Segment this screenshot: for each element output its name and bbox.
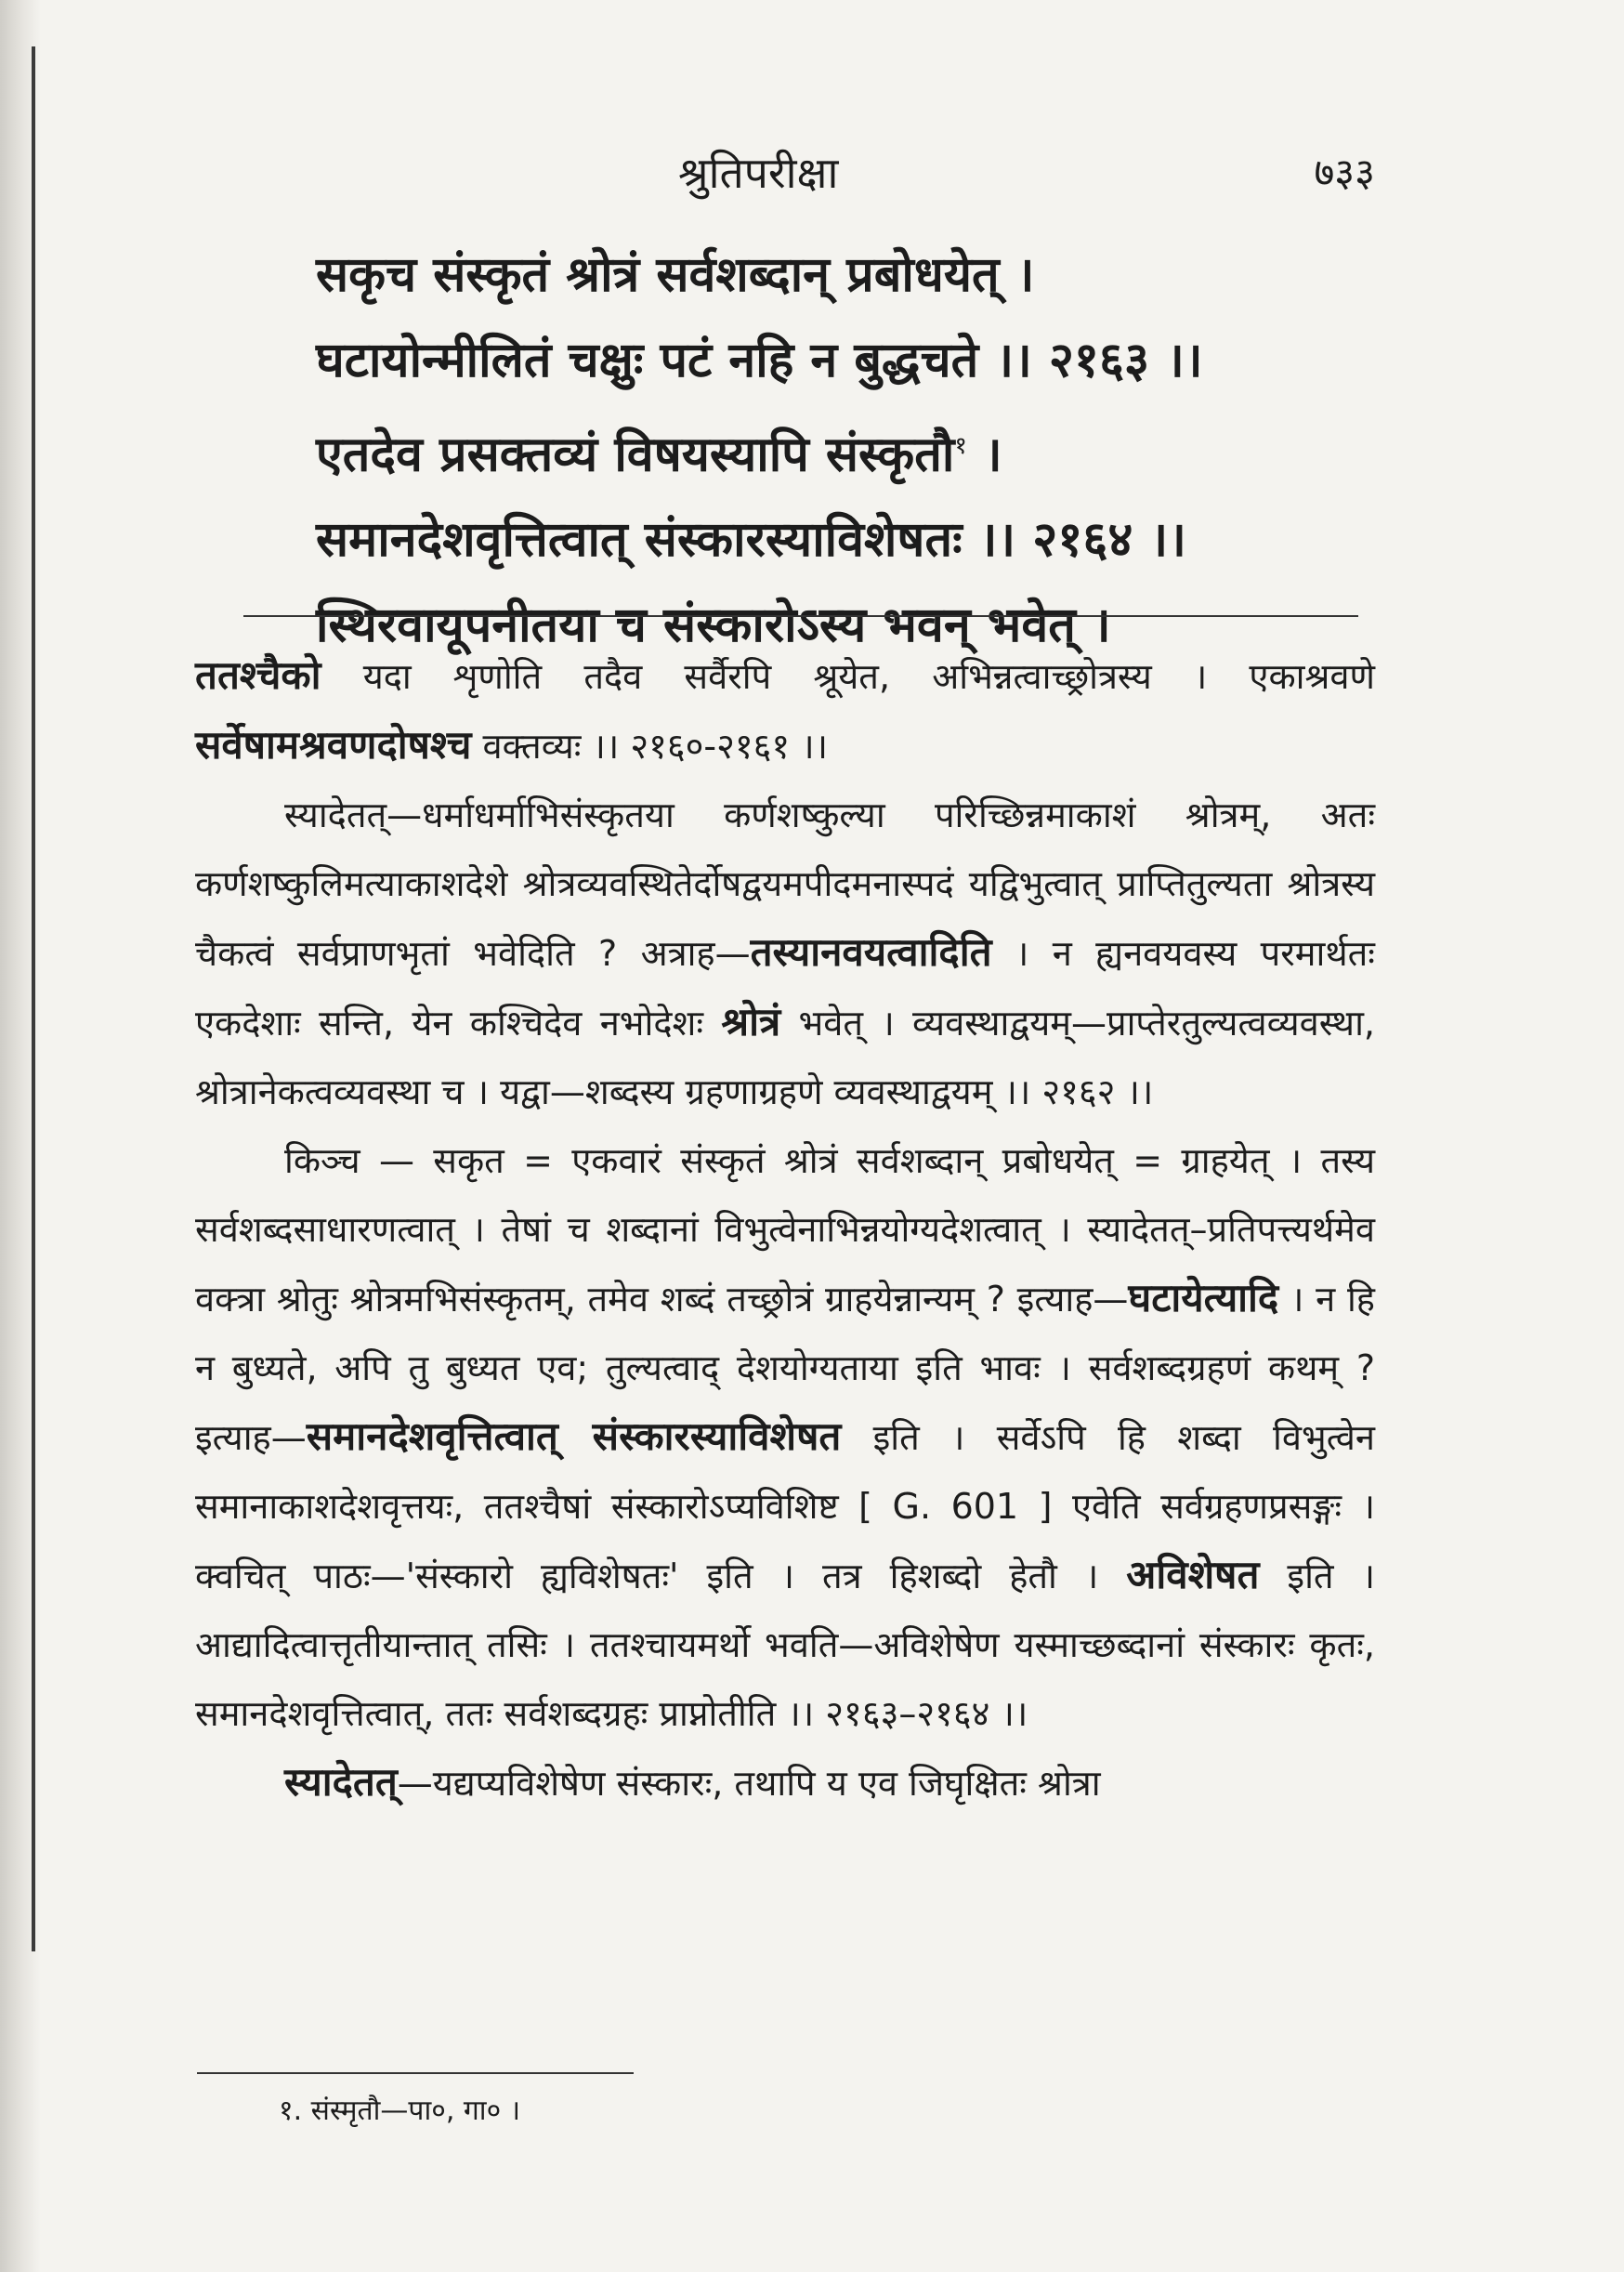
paragraph-text: —यद्यप्यविशेषेण संस्कारः, तथापि य एव जिघृक्षितः श्रोत्रा [397, 1763, 1101, 1804]
footnote-mark: १ [954, 432, 967, 460]
bold-term: तस्यानवयत्वादिति [750, 929, 992, 975]
bold-term: स्यादेतत् [284, 1759, 398, 1805]
paragraph-text: भवेत् । व्यवस्थाद्वयम्—प्राप्तेरतुल्यत्वव्यवस्था, श्रोत्रानेकत्वव्यवस्था च । यद्वा—शब्दस्य ग्रहणाग्रहणे व्यवस्थाद्वयम् ।। २१६२ ।। [195, 1003, 1375, 1112]
commentary-paragraph-4 [195, 1748, 1375, 1818]
bold-term: अविशेषत [1126, 1552, 1260, 1597]
page-number: ७३३ [1314, 150, 1375, 195]
verse-line-2: घटायोन्मीलितं चक्षुः पटं नहि न बुद्धचते ।। २१६३ ।। [316, 333, 1203, 388]
verse-block [316, 232, 1375, 668]
paragraph-text: । न हि न बुध्यते, अपि तु बुध्यत एव; तुल्यत्वाद् देशयोग्यताया इति भावः । सर्वशब्दग्रहणं कथम् ? इत्याह— [195, 1279, 1375, 1458]
paragraph-text: किञ्च — सकृत = एकवारं संस्कृतं श्रोत्रं सर्वशब्दान् प्रबोधयेत् = ग्राहयेत् । तस्य सर्वशब्दसाधारणत्वात् । तेषां च शब्दानां विभुत्वेनाभिन्नयोग्यदेशत्वात् । स्यादेतत्–प्रतिपत्त्यर्थमेव वक्त्रा श्रोतुः श्रोत्रमभिसंस्कृतम्, तमेव शब्दं तच्छ्रोत्रं ग्राहयेन्नान्यम् ? इत्याह— [195, 1140, 1375, 1320]
commentary-paragraph-1 [195, 641, 1375, 781]
verse-line-3-text: एतदेव प्रसक्तव्यं विषयस्यापि संस्कृतौ [316, 427, 955, 483]
paragraph-text: यदा शृणोति तदैव सर्वैरपि श्रूयेत, अभिन्नत्वाच्छ्रोत्रस्य । एकाश्रवणे [362, 656, 1375, 697]
verse-line-1: सकृच संस्कृतं श्रोत्रं सर्वशब्दान् प्रबोधयेत् । [316, 247, 1035, 303]
verse-line-3 [316, 403, 1375, 497]
verse-line-3-danda: । [983, 427, 1002, 483]
binding-line [32, 46, 35, 1951]
paragraph-text: इति । सर्वेऽपि हि शब्दा विभुत्वेन समानाकाशदेशवृत्तयः, ततश्चैषां संस्कारोऽप्यविशिष्ट [ G. 601 ] एवेति सर्वग्रहणप्रसङ्गः । क्वचित् पाठः—'संस्कारो ह्यविशेषतः' इति । तत्र हिशब्दो हेतौ । [195, 1417, 1376, 1596]
running-head [186, 139, 1375, 214]
verse-line-5: स्थिरवायूपनीतया च संस्कारोऽस्य भवन् भवेत् । [316, 598, 1111, 654]
commentary-paragraph-3 [195, 1126, 1375, 1748]
commentary-paragraph-2 [195, 781, 1375, 1126]
footnote-rule [197, 2072, 634, 2074]
verse-divider [243, 615, 1358, 617]
paragraph-text: इति । आद्यादित्वात्तृतीयान्तात् तसिः । ततश्चायमर्थो भवति—अविशेषेण यस्माच्छब्दानां संस्कारः कृतः, समानदेशवृत्तित्वात्, ततः सर्वशब्दग्रहः प्राप्नोतीति ।। [195, 1556, 1375, 1734]
commentary [195, 641, 1375, 1818]
verse-line-4: समानदेशवृत्तित्वात् संस्कारस्याविशेषतः ।। २१६४ ।। [316, 512, 1186, 569]
footnote: १. संस्मृतौ—पा०, गा० । [279, 2095, 521, 2127]
verse-reference: २१६३–२१६४ ।। [825, 1693, 1028, 1734]
bold-term: सर्वेषामश्रवणदोषश्च [195, 722, 472, 768]
bold-term: घटायेत्यादि [1128, 1275, 1279, 1320]
bold-term: ततश्चैको [195, 652, 321, 698]
paragraph-text: वक्तव्यः ।। २१६०-२१६१ ।। [482, 726, 829, 767]
paragraph-text: स्यादेतत्—धर्माधर्माभिसंस्कृतया कर्णशष्कुल्या परिच्छिन्नमाकाशं श्रोत्रम्, अतः कर्णशष्कुलिमत्याकाशदेशे श्रोत्रव्यवस्थितेर्दोषद्वयमपीदमनास्पदं यद्विभुत्वात् प्राप्तितुल्यता श्रोत्रस्य चैकत्वं सर्वप्राणभृतां भवेदिति ? अत्राह— [195, 795, 1375, 974]
bold-term: समानदेशवृत्तित्वात् संस्कारस्याविशेषत [306, 1413, 842, 1459]
paragraph-text: । न ह्यनवयवस्य परमार्थतः एकदेशाः सन्ति, येन कश्चिदेव नभोदेशः [195, 933, 1375, 1044]
bold-term: श्रोत्रं [721, 999, 781, 1044]
running-title: श्रुतिपरीक्षा [678, 148, 839, 198]
